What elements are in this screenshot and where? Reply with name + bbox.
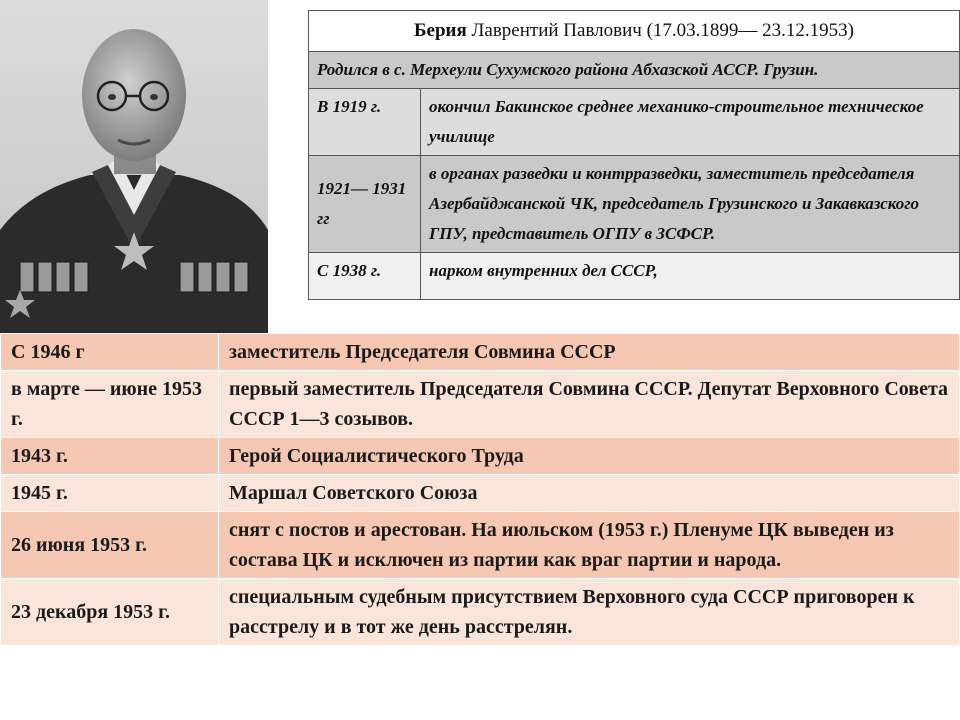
- upper-row: [309, 253, 960, 300]
- lower-row: [1, 475, 960, 512]
- lower-row-date: С 1946 г: [1, 334, 219, 371]
- upper-row: [309, 89, 960, 156]
- upper-row-date: С 1938 г.: [309, 253, 421, 300]
- upper-row: [309, 156, 960, 253]
- lower-row-date: 1943 г.: [1, 438, 219, 475]
- upper-header-row: [309, 11, 960, 52]
- upper-row-date: В 1919 г.: [309, 89, 421, 156]
- lower-row: [1, 512, 960, 579]
- portrait-photo: [0, 0, 268, 334]
- lower-row-text: специальным судебным присутствием Верховного суда СССР приговорен к расстрелу и в тот же день расстрелян.: [219, 579, 960, 646]
- name-and-dates: Лаврентий Павлович (17.03.1899— 23.12.1953): [466, 20, 855, 41]
- lower-biography-table: [0, 333, 960, 646]
- lower-row: [1, 579, 960, 646]
- upper-row-text: окончил Бакинское среднее механико-строительное техническое училище: [421, 89, 960, 156]
- birth-info: Родился в с. Мерхеули Сухумского района Абхазской АССР. Грузин.: [309, 52, 960, 89]
- surname: Берия: [413, 20, 467, 41]
- lower-row-date: 26 июня 1953 г.: [1, 512, 219, 579]
- lower-row: [1, 371, 960, 438]
- lower-row-text: первый заместитель Председателя Совмина СССР. Депутат Верховного Совета СССР 1—3 созывов.: [219, 371, 960, 438]
- lower-row: [1, 334, 960, 371]
- lower-row-date: 23 декабря 1953 г.: [1, 579, 219, 646]
- lower-row: [1, 438, 960, 475]
- person-name-header: [309, 11, 960, 52]
- lower-row-text: Герой Социалистического Труда: [219, 438, 960, 475]
- upper-row-text: нарком внутренних дел СССР,: [421, 253, 960, 300]
- lower-row-date: в марте — июне 1953 г.: [1, 371, 219, 438]
- lower-row-text: снят с постов и арестован. На июльском (1953 г.) Пленуме ЦК выведен из состава ЦК и исключен из партии как враг партии и народа.: [219, 512, 960, 579]
- upper-biography-table: [308, 10, 960, 300]
- lower-row-date: 1945 г.: [1, 475, 219, 512]
- lower-row-text: заместитель Председателя Совмина СССР: [219, 334, 960, 371]
- lower-row-text: Маршал Советского Союза: [219, 475, 960, 512]
- upper-row-text: в органах разведки и контрразведки, заместитель председателя Азербайджанской ЧК, председатель Грузинского и Закавказского ГПУ, представитель ОГПУ в ЗСФСР.: [421, 156, 960, 253]
- birth-row: [309, 52, 960, 89]
- upper-row-date: 1921— 1931 гг: [309, 156, 421, 253]
